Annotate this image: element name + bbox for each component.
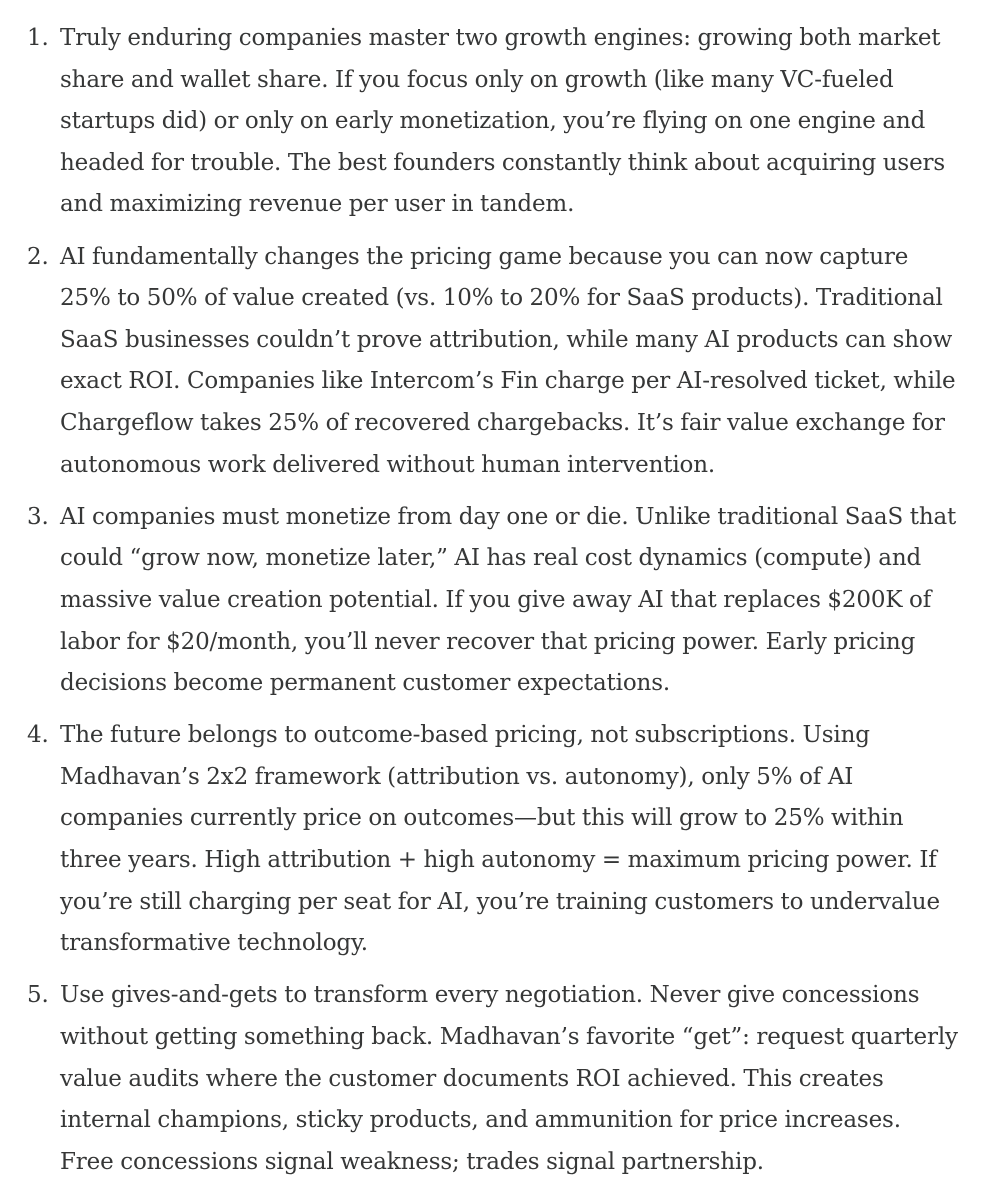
list-item-number: 4. [27,722,49,749]
numbered-takeaways-list [0,18,990,1183]
list-item [27,715,990,965]
list-item [27,975,990,1183]
list-item-number: 5. [27,982,49,1009]
list-item-number: 1. [27,25,49,51]
list-item [27,18,990,226]
list-item-text: The future belongs to outcome-based pricing, not subscriptions. Using Madhavan’s 2x2 framework (attribution vs. autonomy), only 5% of AI companies currently price on outcomes—but this will grow to 25% within three years. High attribution + high autonomy = maximum pricing power. If you’re still charging per seat for AI, you’re training customers to undervalue transformative technology. [60,722,940,957]
list-item-text: AI fundamentally changes the pricing game because you can now capture 25% to 50% of value created (vs. 10% to 20% for SaaS products). Traditional SaaS businesses couldn’t prove attribution, while many AI products can show exact ROI. Companies like Intercom’s Fin charge per AI-resolved ticket, while Chargeflow takes 25% of recovered chargebacks. It’s fair value exchange for autonomous work delivered without human intervention. [60,243,956,478]
list-item [27,497,990,705]
list-item-text: Truly enduring companies master two growth engines: growing both market share and wallet share. If you focus only on growth (like many VC-fueled startups did) or only on early monetization, you’re flying on one engine and headed for trouble. The best founders constantly think about acquiring users and maximizing revenue per user in tandem. [60,25,946,218]
list-item-text: AI companies must monetize from day one or die. Unlike traditional SaaS that could “grow now, monetize later,” AI has real cost dynamics (compute) and massive value creation potential. If you give away AI that replaces $200K of labor for $20/month, you’ll never recover that pricing power. Early pricing decisions become permanent customer expectations. [60,503,957,697]
list-item-text: Use gives-and-gets to transform every negotiation. Never give concessions without getting something back. Madhavan’s favorite “get”: request quarterly value audits where the customer documents ROI achieved. This creates internal champions, sticky products, and ammunition for price increases. Free concessions signal weakness; trades signal partnership. [60,982,958,1175]
list-item-number: 3. [27,503,49,530]
article-body [0,18,990,1194]
list-item [27,237,990,487]
list-item-number: 2. [27,243,49,270]
